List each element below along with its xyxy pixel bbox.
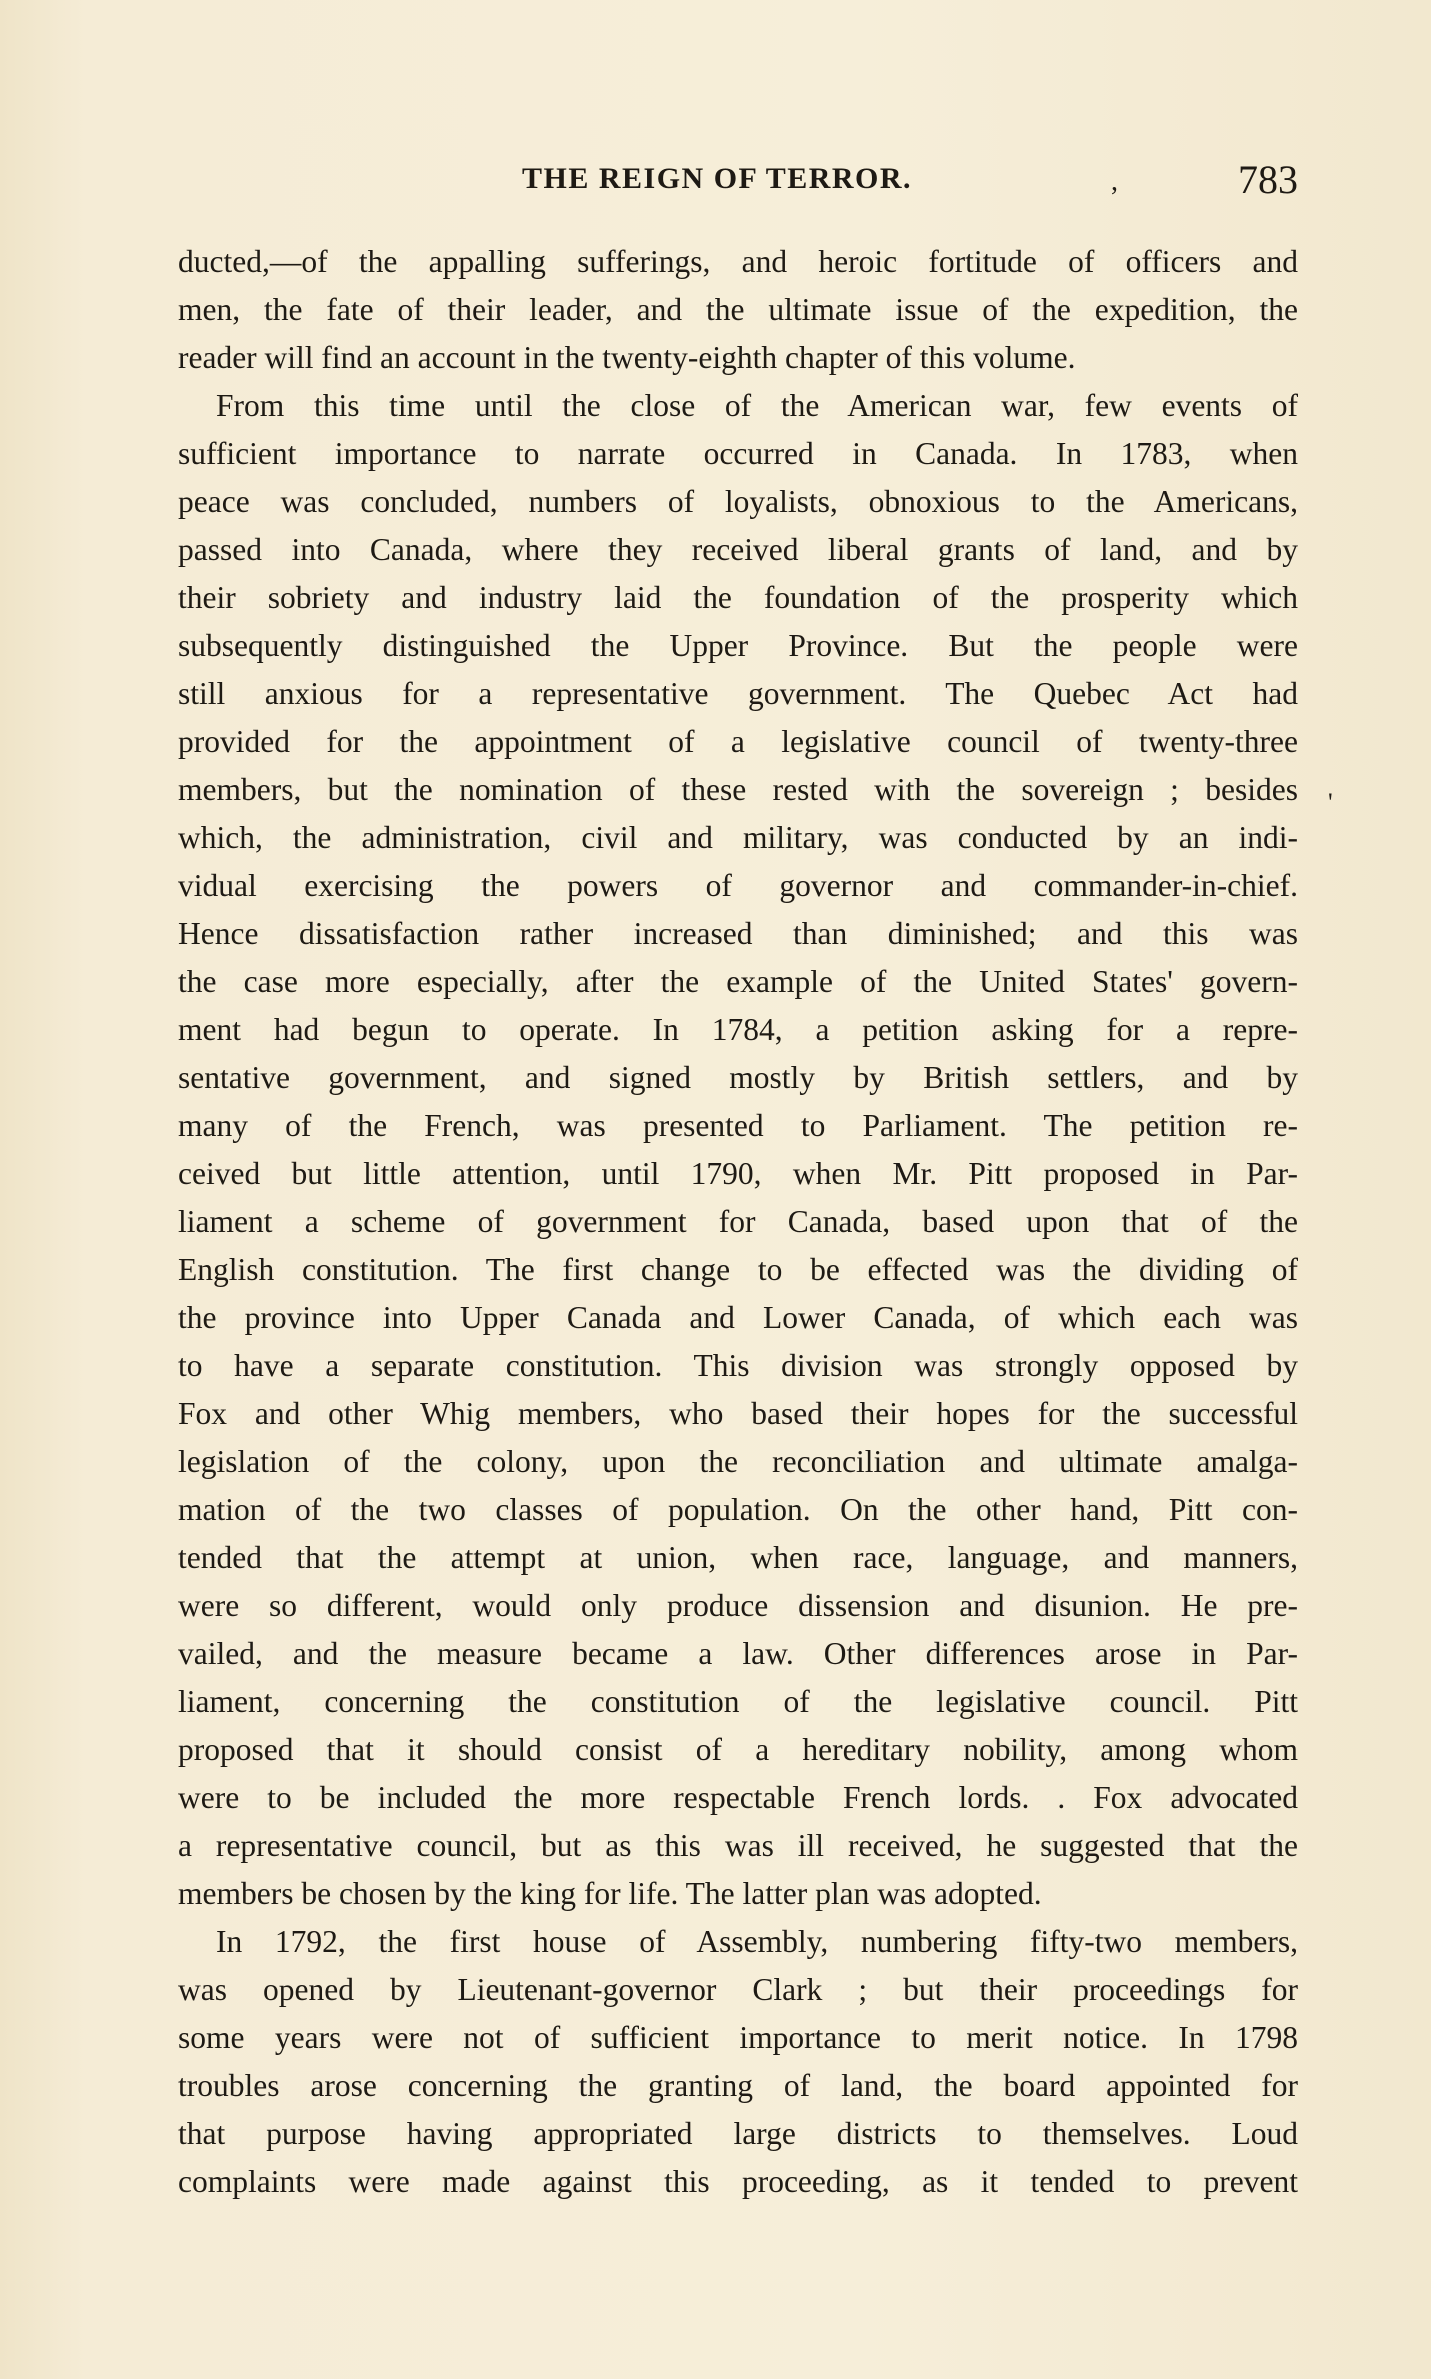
text-line: troubles arose concerning the granting of land, the board appointed for xyxy=(178,2068,1298,2103)
text-line: still anxious for a representative government. The Quebec Act had xyxy=(178,676,1298,711)
text-line: English constitution. The first change to be effected was the dividing of xyxy=(178,1252,1298,1287)
text-line: tended that the attempt at union, when race, language, and manners, xyxy=(178,1540,1298,1575)
text-line: subsequently distinguished the Upper Province. But the people were xyxy=(178,628,1298,663)
running-head xyxy=(0,157,1431,208)
body-text xyxy=(178,238,1298,2206)
text-line: proposed that it should consist of a hereditary nobility, among whom xyxy=(178,1732,1298,1767)
text-line: a representative council, but as this was ill received, he suggested that the xyxy=(178,1828,1298,1863)
text-line: were so different, would only produce dissension and disunion. He pre- xyxy=(178,1588,1298,1623)
text-line: sentative government, and signed mostly by British settlers, and by xyxy=(178,1060,1298,1095)
text-line: legislation of the colony, upon the reconciliation and ultimate amalga- xyxy=(178,1444,1298,1479)
running-title: THE REIGN OF TERROR. xyxy=(522,162,913,195)
text-line: ducted,—of the appalling sufferings, and heroic fortitude of officers and xyxy=(178,244,1298,279)
text-line: vidual exercising the powers of governor and commander-in-chief. xyxy=(178,868,1298,903)
text-line: that purpose having appropriated large districts to themselves. Loud xyxy=(178,2116,1298,2151)
text-line: passed into Canada, where they received liberal grants of land, and by xyxy=(178,532,1298,567)
text-line: which, the administration, civil and military, was conducted by an indi- xyxy=(178,820,1298,855)
page-number: 783 xyxy=(1238,157,1298,202)
text-line: was opened by Lieutenant-governor Clark ; but their proceedings for xyxy=(178,1972,1298,2007)
text-line: peace was concluded, numbers of loyalists, obnoxious to the Americans, xyxy=(178,484,1298,519)
text-line: their sobriety and industry laid the foundation of the prosperity which xyxy=(178,580,1298,615)
text-line: ceived but little attention, until 1790, when Mr. Pitt proposed in Par- xyxy=(178,1156,1298,1191)
text-line: were to be included the more respectable French lords. . Fox advocated xyxy=(178,1780,1298,1815)
text-line: the case more especially, after the example of the United States' govern- xyxy=(178,964,1298,999)
text-line: to have a separate constitution. This division was strongly opposed by xyxy=(178,1348,1298,1383)
text-line: sufficient importance to narrate occurred in Canada. In 1783, when xyxy=(178,436,1298,471)
text-line: ment had begun to operate. In 1784, a petition asking for a repre- xyxy=(178,1012,1298,1047)
text-line: liament, concerning the constitution of the legislative council. Pitt xyxy=(178,1684,1298,1719)
running-head-mark: , xyxy=(1111,166,1118,197)
text-line: Hence dissatisfaction rather increased than diminished; and this was xyxy=(178,916,1298,951)
text-line: Fox and other Whig members, who based their hopes for the successful xyxy=(178,1396,1298,1431)
text-line: reader will find an account in the twenty-eighth chapter of this volume. xyxy=(178,340,1076,375)
text-line: In 1792, the first house of Assembly, numbering fifty-two members, xyxy=(216,1924,1298,1959)
text-line: liament a scheme of government for Canada, based upon that of the xyxy=(178,1204,1298,1239)
text-line: members be chosen by the king for life. The latter plan was adopted. xyxy=(178,1876,1042,1911)
text-line: provided for the appointment of a legislative council of twenty-three xyxy=(178,724,1298,759)
text-line: men, the fate of their leader, and the ultimate issue of the expedition, the xyxy=(178,292,1298,327)
text-line: the province into Upper Canada and Lower Canada, of which each was xyxy=(178,1300,1298,1335)
text-line: some years were not of sufficient importance to merit notice. In 1798 xyxy=(178,2020,1298,2055)
text-line: many of the French, was presented to Parliament. The petition re- xyxy=(178,1108,1298,1143)
text-line: From this time until the close of the American war, few events of xyxy=(216,388,1298,423)
text-line: complaints were made against this proceeding, as it tended to prevent xyxy=(178,2164,1298,2199)
margin-mark: ' xyxy=(1328,788,1333,817)
text-line: mation of the two classes of population. On the other hand, Pitt con- xyxy=(178,1492,1298,1527)
text-line: vailed, and the measure became a law. Other differences arose in Par- xyxy=(178,1636,1298,1671)
text-line: members, but the nomination of these rested with the sovereign ; besides xyxy=(178,772,1298,807)
